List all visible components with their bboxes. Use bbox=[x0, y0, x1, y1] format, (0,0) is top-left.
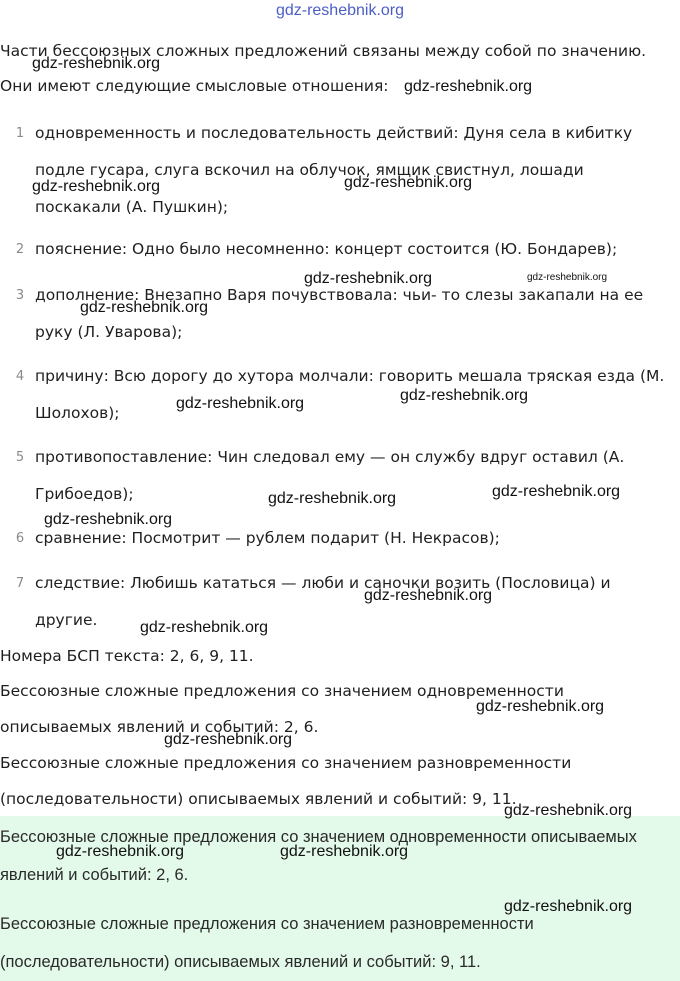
list-item-number: 5 bbox=[15, 450, 25, 465]
watermark: gdz-reshebnik.org bbox=[504, 802, 633, 819]
watermark: gdz-reshebnik.org bbox=[476, 698, 605, 715]
watermark: gdz-reshebnik.org bbox=[164, 731, 293, 748]
watermark: gdz-reshebnik.org bbox=[492, 483, 621, 500]
list-item-text: противопоставление: Чин следовал ему — он службу вдруг оставил (А. Грибоедов); bbox=[35, 448, 625, 503]
list-item-text: дополнение: Внезапно Варя почувствовала: чьи- то слезы закапали на ее руку (Л. Уварова); bbox=[35, 286, 644, 341]
watermark: gdz-reshebnik.org bbox=[56, 843, 185, 860]
list-item-text: одновременность и последовательность действий: Дуня села в кибитку подле гусара, слуга вскочил на облучок, ямщик свистнул, лошади поскакали (А. Пушкин); bbox=[35, 124, 633, 216]
watermark: gdz-reshebnik.org bbox=[304, 270, 433, 287]
list-item-number: 6 bbox=[15, 531, 25, 546]
list-item-number: 3 bbox=[15, 288, 25, 303]
watermark: gdz-reshebnik.org bbox=[268, 490, 397, 507]
watermark: gdz-reshebnik.org bbox=[80, 299, 209, 316]
list-item-number: 2 bbox=[15, 242, 25, 257]
watermark: gdz-reshebnik.org bbox=[404, 78, 533, 95]
site-header-link[interactable]: gdz-reshebnik.org bbox=[275, 2, 405, 19]
watermark: gdz-reshebnik.org bbox=[364, 587, 493, 604]
watermark: gdz-reshebnik.org bbox=[140, 619, 269, 636]
list-item-text: следствие: Любишь кататься — люби и саночки возить (Пословица) и другие. bbox=[35, 574, 611, 629]
watermark: gdz-reshebnik.org bbox=[32, 55, 161, 72]
list-item-text: пояснение: Одно было несомненно: концерт состоится (Ю. Бондарев); bbox=[35, 240, 618, 258]
list-item-number: 7 bbox=[15, 576, 25, 591]
list-item-text: причину: Всю дорогу до хутора молчали: говорить мешала тряская езда (М. Шолохов); bbox=[35, 367, 665, 422]
answer-sequential: Бессоюзные сложные предложения со значением разновременности (последовательности) описываемых явлений и событий: 9, 11. bbox=[0, 754, 572, 808]
list-item-number: 1 bbox=[15, 126, 25, 141]
intro-paragraph: Части бессоюзных сложных предложений связаны между собой по значению. Они имеют следующие смысловые отношения: bbox=[0, 42, 647, 95]
watermark: gdz-reshebnik.org bbox=[344, 174, 473, 191]
highlight-answer-simultaneous: Бессоюзные сложные предложения со значением одновременности описываемых явлений и событий: 2, 6. bbox=[0, 828, 637, 884]
bsp-numbers-line: Номера БСП текста: 2, 6, 9, 11. bbox=[0, 647, 254, 665]
watermark: gdz-reshebnik.org bbox=[32, 178, 161, 195]
watermark: gdz-reshebnik.org bbox=[176, 395, 305, 412]
watermark: gdz-reshebnik.org bbox=[280, 843, 409, 860]
watermark: gdz-reshebnik.org bbox=[44, 511, 173, 528]
answer-simultaneous: Бессоюзные сложные предложения со значением одновременности описываемых явлений и событий: 2, 6. bbox=[0, 682, 564, 736]
watermark: gdz-reshebnik.org bbox=[400, 387, 529, 404]
highlight-answer-sequential: Бессоюзные сложные предложения со значением разновременности (последовательности) описываемых явлений и событий: 9, 11. bbox=[0, 915, 534, 971]
list-item-text: сравнение: Посмотрит — рублем подарит (Н. Некрасов); bbox=[35, 529, 500, 547]
list-item-number: 4 bbox=[15, 369, 25, 384]
watermark: gdz-reshebnik.org bbox=[527, 272, 608, 283]
watermark: gdz-reshebnik.org bbox=[504, 898, 633, 915]
